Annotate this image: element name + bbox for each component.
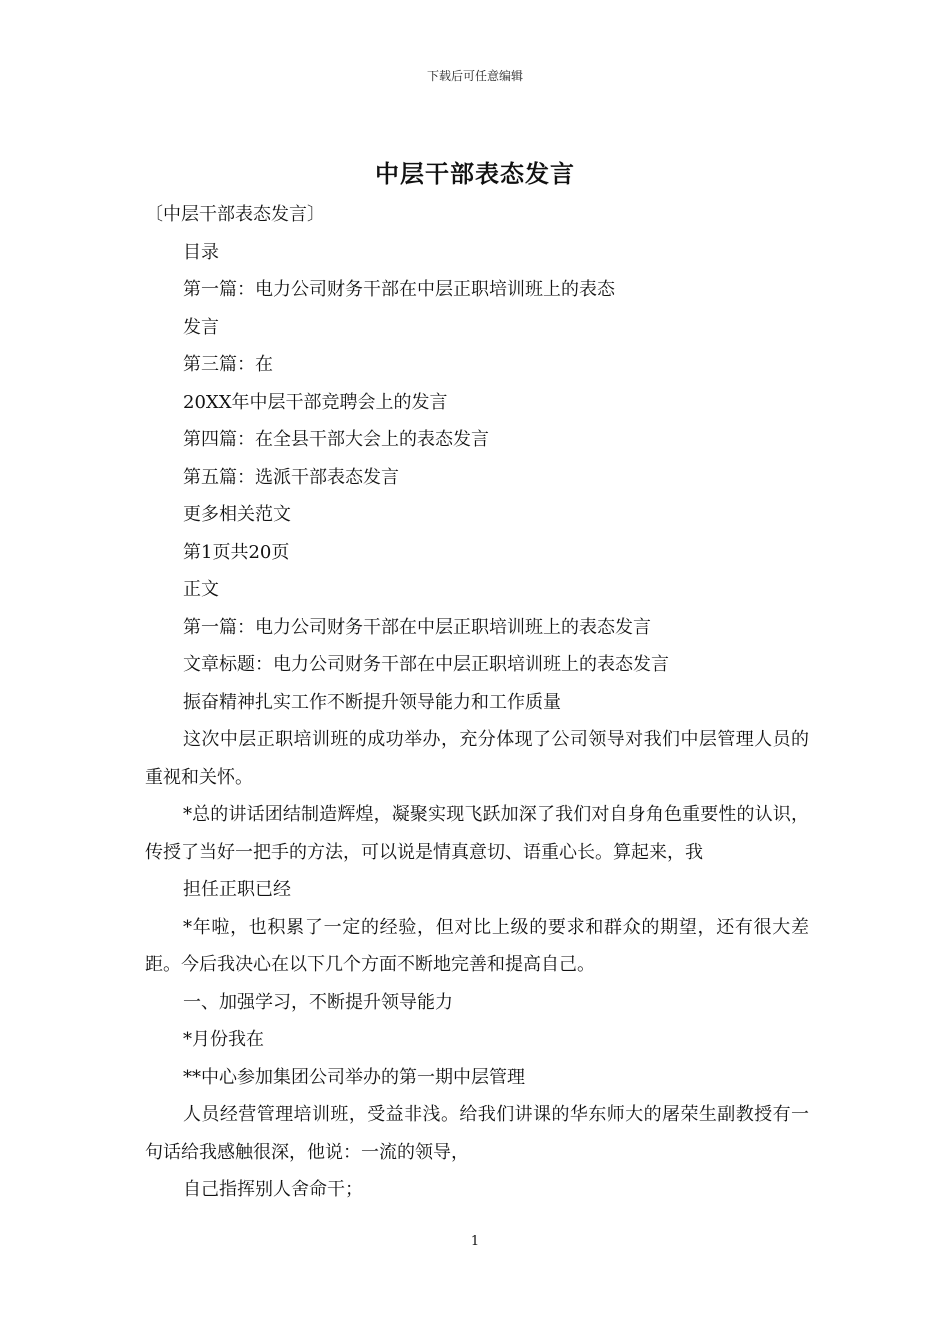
paragraph: 担任正职已经	[183, 879, 291, 900]
paragraph: 第一篇：电力公司财务干部在中层正职培训班上的表态发言	[183, 616, 651, 638]
paragraph: 更多相关范文	[183, 504, 291, 525]
paragraph: 这次中层正职培训班的成功举办，充分体现了公司领导对我们中层管理人员的重视和关怀。	[145, 729, 809, 788]
paragraph: 第五篇：选派干部表态发言	[183, 466, 399, 488]
paragraph: 第1页共20页	[183, 541, 290, 563]
paragraph: **中心参加集团公司举办的第一期中层管理	[183, 1066, 525, 1088]
paragraph: 一、加强学习，不断提升领导能力	[183, 991, 453, 1013]
paragraph: 文章标题：电力公司财务干部在中层正职培训班上的表态发言	[183, 654, 669, 675]
document-body	[145, 196, 809, 1209]
paragraph: *年啦，也积累了一定的经验，但对比上级的要求和群众的期望，还有很大差距。今后我决心在以下几个方面不断地完善和提高自己。	[145, 916, 809, 975]
page-number: 1	[470, 1234, 480, 1249]
paragraph: *总的讲话团结制造辉煌，凝聚实现飞跃加深了我们对自身角色重要性的认识，传授了当好一把手的方法，可以说是情真意切、语重心长。算起来，我	[145, 804, 809, 863]
paragraph: 〔中层干部表态发言〕	[145, 204, 325, 225]
paragraph: 发言	[183, 316, 219, 338]
paragraph: 目录	[183, 241, 219, 263]
paragraph: 振奋精神扎实工作不断提升领导能力和工作质量	[183, 691, 561, 713]
paragraph: 第三篇：在	[183, 354, 273, 375]
paragraph: 第一篇：电力公司财务干部在中层正职培训班上的表态	[183, 279, 615, 300]
paragraph: 人员经营管理培训班，受益非浅。给我们讲课的华东师大的屠荣生副教授有一句话给我感触很深，他说：一流的领导，	[145, 1104, 809, 1163]
paragraph: 20XX年中层干部竞聘会上的发言	[183, 391, 448, 413]
header-note: 下载后可任意编辑	[426, 69, 523, 83]
paragraph: 第四篇：在全县干部大会上的表态发言	[183, 429, 489, 450]
paragraph: *月份我在	[183, 1029, 264, 1050]
document-title: 中层干部表态发言	[375, 159, 575, 188]
paragraph: 自己指挥别人舍命干；	[183, 1179, 363, 1200]
paragraph: 正文	[183, 579, 219, 600]
